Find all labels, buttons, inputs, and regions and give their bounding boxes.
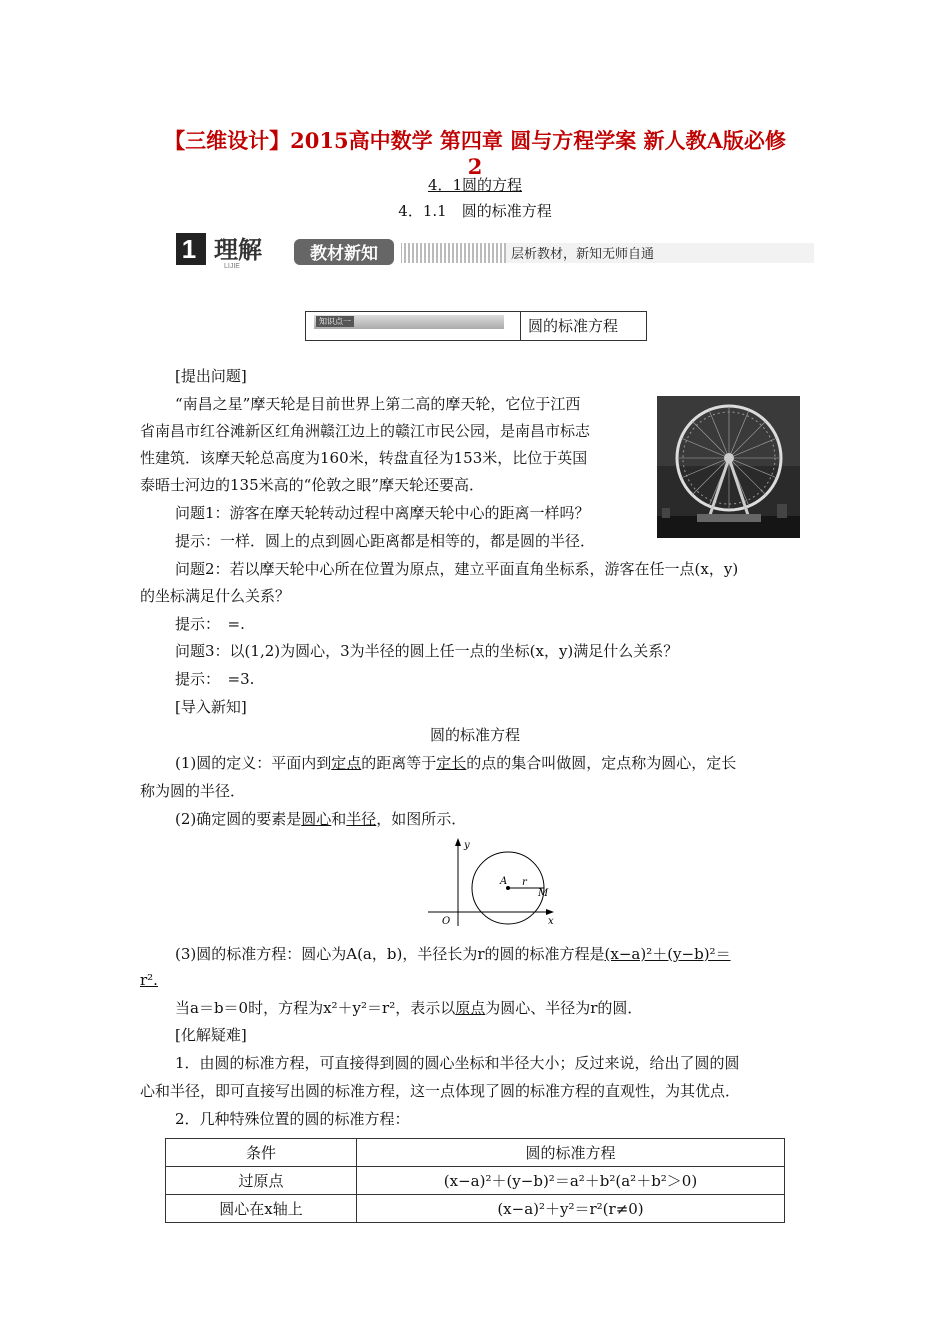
title-line-1: 【三维设计】2015高中数学 第四章 圆与方程学案 新人教A版必修	[164, 128, 786, 153]
knowledge-tag	[314, 315, 504, 329]
section-title	[0, 174, 950, 195]
special-circles-table	[165, 1138, 785, 1223]
question-2: 问题2：若以摩天轮中心所在位置为原点，建立平面直角坐标系，游客在任一点(x，y)	[175, 560, 739, 578]
definition-line-cont: 称为圆的半径．	[140, 782, 246, 800]
radius-label: r	[522, 877, 527, 888]
heading-new-knowledge: [导入新知]	[175, 698, 247, 716]
t: (3)圆的标准方程：圆心为A(a，b)，半径长为r的圆的标准方程是	[175, 945, 605, 963]
divider	[520, 312, 521, 340]
keyword-fixed-length: 定长	[436, 754, 467, 772]
question-3: 问题3：以(1,2)为圆心，3为半径的圆上任一点的坐标(x，y)满足什么关系？	[175, 642, 679, 660]
t: ，如图所示．	[376, 810, 467, 828]
para-line: 性建筑．该摩天轮总高度为160米，转盘直径为153米，比位于英国	[140, 449, 588, 467]
question-1: 问题1：游客在摩天轮转动过程中离摩天轮中心的距离一样吗？	[175, 504, 590, 522]
standard-equation-cont	[140, 970, 158, 990]
definition-line	[175, 753, 736, 773]
origin-case-line	[175, 998, 642, 1018]
center-label: A	[500, 876, 508, 887]
section-banner	[176, 231, 814, 269]
question-2-cont: 的坐标满足什么关系？	[140, 587, 291, 605]
knowledge-tag-text: 知识点一	[316, 316, 354, 327]
knowledge-label: 圆的标准方程	[528, 317, 619, 335]
banner-slogan: 层析教材，新知无师自通	[511, 246, 655, 261]
t: (2)确定圆的要素是	[175, 810, 302, 828]
table-header: 条件	[166, 1139, 357, 1167]
t: 和	[331, 810, 347, 828]
banner-tag: 教材新知	[310, 244, 378, 263]
section-text: 4．1圆的方程	[427, 176, 523, 194]
equation-underlined-cont: r².	[140, 971, 158, 989]
subsection-title: 4．1.1 圆的标准方程	[398, 202, 552, 220]
note-1-cont: 心和半径，即可直接写出圆的标准方程，这一点体现了圆的标准方程的直观性，为其优点．	[140, 1082, 741, 1100]
banner-word: 理解	[214, 237, 262, 264]
answer-1: 提示：一样．圆上的点到圆心距离都是相等的，都是圆的半径．	[175, 532, 596, 550]
note-2: 2．几种特殊位置的圆的标准方程：	[175, 1110, 410, 1128]
knowledge-point-box	[305, 311, 647, 341]
circle-diagram	[420, 836, 565, 928]
para-line: “南昌之星”摩天轮是目前世界上第二高的摩天轮，它位于江西	[175, 395, 581, 413]
t: 的距离等于	[361, 754, 437, 772]
ferris-wheel-photo	[657, 396, 800, 538]
keyword-radius: 半径	[346, 810, 377, 828]
t: (1)圆的定义：平面内到	[175, 754, 332, 772]
heading-resolve-doubts: [化解疑难]	[175, 1026, 247, 1044]
standard-equation-line	[175, 944, 731, 964]
doc-title	[0, 128, 950, 180]
y-axis-label: y	[464, 840, 470, 851]
t: 的点的集合叫做圆，定点称为圆心，定长	[466, 754, 737, 772]
table-row	[166, 1167, 785, 1195]
note-1: 1．由圆的标准方程，可直接得到圆的圆心坐标和半径大小；反过来说，给出了圆的圆	[175, 1054, 740, 1072]
answer-3: 提示： =3.	[175, 670, 255, 688]
keyword-fixed-point: 定点	[331, 754, 362, 772]
origin-label: O	[442, 916, 451, 927]
banner-number: 1	[181, 234, 197, 264]
table-cell: (x−a)²＋y²＝r²(r≠0)	[357, 1195, 785, 1223]
answer-2: 提示： =.	[175, 615, 245, 633]
table-cell: (x−a)²＋(y−b)²＝a²＋b²(a²＋b²＞0)	[357, 1167, 785, 1195]
equation-underlined: (x−a)²＋(y−b)²＝	[604, 945, 731, 963]
t: 当a＝b＝0时，方程为x²＋y²＝r²，表示以	[175, 999, 456, 1017]
table-cell: 圆心在x轴上	[166, 1195, 357, 1223]
heading-raise-question: [提出问题]	[175, 367, 247, 385]
para-line: 省南昌市红谷滩新区红角洲赣江边上的赣江市民公园，是南昌市标志	[140, 422, 591, 440]
banner-pinyin: LIJIE	[224, 263, 240, 269]
title-line-2: 2	[467, 154, 483, 179]
t: 为圆心、半径为r的圆．	[485, 999, 643, 1017]
elements-line	[175, 809, 466, 829]
table-header-row	[166, 1139, 785, 1167]
center-heading: 圆的标准方程	[429, 726, 520, 744]
keyword-origin: 原点	[455, 999, 486, 1017]
para-line: 泰晤士河边的135米高的“伦敦之眼”摩天轮还要高．	[140, 476, 484, 494]
point-label: M	[538, 888, 549, 899]
keyword-center: 圆心	[301, 810, 332, 828]
table-cell: 过原点	[166, 1167, 357, 1195]
table-row	[166, 1195, 785, 1223]
x-axis-label: x	[548, 916, 554, 927]
table-header: 圆的标准方程	[357, 1139, 785, 1167]
